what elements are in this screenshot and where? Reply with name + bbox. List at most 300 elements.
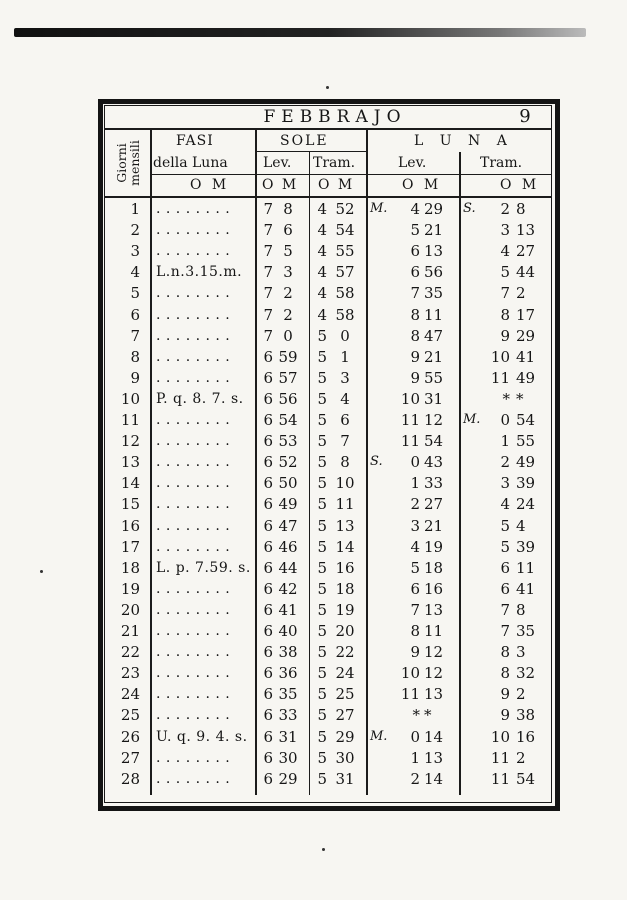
sun-rise-hour: 6 xyxy=(263,516,273,535)
moon-set-minute: 39 xyxy=(516,537,536,556)
moon-rise-hour: 11 xyxy=(400,685,420,704)
moon-rise-minute: 29 xyxy=(424,200,444,218)
moon-set-minute: 54 xyxy=(516,411,536,429)
table-row xyxy=(0,389,627,409)
sun-rise-minute: 54 xyxy=(278,411,298,429)
sun-set-minute: 11 xyxy=(335,495,355,514)
moon-rise-hour: 10 xyxy=(400,389,420,408)
table-row xyxy=(0,473,627,493)
moon-phase-cell: . . . . . . . . xyxy=(156,665,231,682)
moon-rise-minute: 21 xyxy=(424,221,444,240)
moon-set-hour: 10 xyxy=(490,347,510,366)
moon-rise-hour: 2 xyxy=(410,769,420,788)
moon-rise-hour: * xyxy=(412,706,420,725)
day-cell: 4 xyxy=(130,263,140,282)
day-cell: 25 xyxy=(120,706,140,725)
header-luna-lev-om: O M xyxy=(402,177,442,193)
moon-rise-minute: 47 xyxy=(424,326,444,345)
moon-rise-hour: 8 xyxy=(410,305,420,324)
moon-phase-cell: . . . . . . . . xyxy=(156,601,231,618)
moon-rise-minute: 14 xyxy=(424,769,444,788)
sun-set-hour: 5 xyxy=(317,579,327,598)
moon-rise-minute: 54 xyxy=(424,432,444,451)
table-row xyxy=(0,220,627,240)
sun-rise-minute: 35 xyxy=(278,685,298,704)
sun-set-minute: 25 xyxy=(335,685,355,704)
moon-set-minute: 44 xyxy=(516,263,536,282)
moon-rise-minute: 18 xyxy=(424,558,444,577)
sun-rise-minute: 29 xyxy=(278,769,298,788)
table-row xyxy=(0,199,627,219)
moon-set-minute: 55 xyxy=(516,432,536,451)
sun-rise-hour: 6 xyxy=(263,622,273,640)
table-row xyxy=(0,537,627,557)
header-sole: SOLE xyxy=(280,133,329,149)
sun-rise-hour: 6 xyxy=(263,706,273,725)
moon-set-hour: 3 xyxy=(500,221,510,240)
moon-rise-minute: 16 xyxy=(424,579,444,598)
sun-set-hour: 5 xyxy=(317,664,327,683)
moon-set-minute: 54 xyxy=(516,769,536,788)
moon-set-hour: 10 xyxy=(490,727,510,746)
scan-speck xyxy=(326,86,329,89)
sun-set-minute: 18 xyxy=(335,579,355,598)
moon-set-minute: * xyxy=(516,389,524,408)
title-rule xyxy=(104,128,552,130)
moon-phase-cell: . . . . . . . . xyxy=(156,454,231,471)
moon-set-hour: 9 xyxy=(500,706,510,725)
sun-set-minute: 58 xyxy=(335,305,355,324)
moon-rise-meridiem: S. xyxy=(370,454,383,470)
moon-phase-cell: U. q. 9. 4. s. xyxy=(156,728,248,745)
sun-rise-hour: 7 xyxy=(263,326,273,345)
table-row xyxy=(0,748,627,768)
sun-set-hour: 5 xyxy=(317,389,327,408)
sun-set-hour: 5 xyxy=(317,432,327,451)
moon-set-minute: 49 xyxy=(516,368,536,387)
sun-rise-minute: 53 xyxy=(278,432,298,451)
moon-set-hour: 7 xyxy=(500,600,510,619)
day-cell: 11 xyxy=(120,411,140,429)
moon-rise-hour: 7 xyxy=(410,600,420,619)
sun-set-minute: 55 xyxy=(335,242,355,261)
moon-rise-minute: 12 xyxy=(424,643,444,662)
header-fasi: FASI xyxy=(176,133,214,149)
sun-rise-minute: 42 xyxy=(278,579,298,598)
moon-phase-cell: . . . . . . . . xyxy=(156,496,231,513)
sun-rise-hour: 6 xyxy=(263,769,273,788)
scan-speck xyxy=(322,848,325,851)
moon-phase-cell: . . . . . . . . xyxy=(156,749,231,766)
moon-rise-hour: 6 xyxy=(410,579,420,598)
table-row xyxy=(0,368,627,388)
moon-rise-minute: 21 xyxy=(424,516,444,535)
moon-phase-cell: . . . . . . . . xyxy=(156,433,231,450)
sun-set-minute: 1 xyxy=(340,347,350,366)
table-row xyxy=(0,241,627,261)
moon-set-hour: 7 xyxy=(500,622,510,640)
moon-rise-hour: 6 xyxy=(410,242,420,261)
month-title: FEBBRAJO xyxy=(263,107,407,127)
header-giorni: Giorni xyxy=(114,143,129,183)
sun-set-minute: 13 xyxy=(335,516,355,535)
moon-set-hour: 11 xyxy=(490,368,510,387)
moon-phase-cell: P. q. 8. 7. s. xyxy=(156,390,244,407)
sun-set-minute: 4 xyxy=(340,389,350,408)
table-row xyxy=(0,452,627,472)
sole-sub-rule xyxy=(257,151,367,152)
moon-rise-minute: 12 xyxy=(424,411,444,429)
sun-rise-minute: 2 xyxy=(283,305,293,324)
day-cell: 22 xyxy=(120,643,140,662)
page-number: 9 xyxy=(519,106,531,127)
sun-set-hour: 5 xyxy=(317,748,327,767)
sun-rise-hour: 6 xyxy=(263,347,273,366)
sun-set-minute: 7 xyxy=(340,432,350,451)
moon-rise-minute: * xyxy=(424,706,432,725)
sun-rise-minute: 59 xyxy=(278,347,298,366)
moon-rise-hour: 8 xyxy=(410,326,420,345)
sun-rise-minute: 44 xyxy=(278,558,298,577)
moon-set-minute: 2 xyxy=(516,685,526,704)
header-luna: L U N A xyxy=(414,133,513,149)
day-cell: 14 xyxy=(120,474,140,493)
moon-rise-minute: 31 xyxy=(424,389,444,408)
moon-set-minute: 27 xyxy=(516,242,536,261)
sun-rise-hour: 6 xyxy=(263,664,273,683)
sun-set-hour: 5 xyxy=(317,769,327,788)
moon-set-hour: 0 xyxy=(500,411,510,429)
sun-set-minute: 6 xyxy=(340,411,350,429)
sun-set-minute: 27 xyxy=(335,706,355,725)
moon-set-minute: 24 xyxy=(516,495,536,514)
sun-set-hour: 4 xyxy=(317,284,327,303)
sun-rise-minute: 50 xyxy=(278,474,298,493)
sun-set-hour: 5 xyxy=(317,474,327,493)
moon-set-minute: 16 xyxy=(516,727,536,746)
moon-set-minute: 17 xyxy=(516,305,536,324)
moon-set-hour: 6 xyxy=(500,579,510,598)
header-luna-tram-om: O M xyxy=(500,177,540,193)
moon-rise-minute: 43 xyxy=(424,453,444,472)
moon-rise-meridiem: M. xyxy=(370,728,388,744)
moon-set-minute: 38 xyxy=(516,706,536,725)
moon-rise-hour: 0 xyxy=(410,727,420,746)
sun-rise-minute: 2 xyxy=(283,284,293,303)
sun-set-hour: 5 xyxy=(317,537,327,556)
moon-set-minute: 2 xyxy=(516,284,526,303)
sun-rise-minute: 56 xyxy=(278,389,298,408)
sun-set-hour: 5 xyxy=(317,622,327,640)
moon-set-hour: 2 xyxy=(500,200,510,218)
day-cell: 16 xyxy=(120,516,140,535)
sun-rise-minute: 3 xyxy=(283,263,293,282)
moon-set-hour: 5 xyxy=(500,537,510,556)
table-row xyxy=(0,769,627,789)
moon-set-minute: 32 xyxy=(516,664,536,683)
sun-rise-minute: 31 xyxy=(278,727,298,746)
sun-set-minute: 29 xyxy=(335,727,355,746)
day-cell: 17 xyxy=(120,537,140,556)
sun-set-hour: 4 xyxy=(317,221,327,240)
sun-set-minute: 54 xyxy=(335,221,355,240)
moon-set-minute: 29 xyxy=(516,326,536,345)
sun-set-hour: 5 xyxy=(317,516,327,535)
day-cell: 27 xyxy=(120,748,140,767)
header-sole-lev-om: O M xyxy=(262,177,299,193)
sun-set-minute: 57 xyxy=(335,263,355,282)
moon-phase-cell: . . . . . . . . xyxy=(156,770,231,787)
sun-set-minute: 14 xyxy=(335,537,355,556)
sun-set-minute: 30 xyxy=(335,748,355,767)
moon-rise-hour: 0 xyxy=(410,453,420,472)
table-row xyxy=(0,305,627,325)
sun-set-hour: 5 xyxy=(317,347,327,366)
moon-set-minute: 8 xyxy=(516,200,526,218)
moon-rise-minute: 13 xyxy=(424,600,444,619)
moon-set-hour: 11 xyxy=(490,769,510,788)
table-row xyxy=(0,494,627,514)
sun-set-hour: 5 xyxy=(317,706,327,725)
moon-rise-hour: 10 xyxy=(400,664,420,683)
sun-set-hour: 4 xyxy=(317,305,327,324)
sun-set-minute: 20 xyxy=(335,622,355,640)
sun-rise-hour: 7 xyxy=(263,242,273,261)
day-cell: 2 xyxy=(130,221,140,240)
sun-rise-hour: 6 xyxy=(263,558,273,577)
sun-rise-minute: 52 xyxy=(278,453,298,472)
sun-rise-minute: 47 xyxy=(278,516,298,535)
moon-set-hour: * xyxy=(502,389,510,408)
sun-set-minute: 0 xyxy=(340,326,350,345)
sun-rise-minute: 49 xyxy=(278,495,298,514)
sun-rise-hour: 6 xyxy=(263,411,273,429)
sun-rise-hour: 7 xyxy=(263,200,273,218)
moon-rise-minute: 13 xyxy=(424,242,444,261)
moon-set-meridiem: M. xyxy=(463,412,481,427)
om-rule xyxy=(151,174,552,175)
sun-set-minute: 3 xyxy=(340,368,350,387)
moon-rise-minute: 56 xyxy=(424,263,444,282)
moon-set-minute: 39 xyxy=(516,474,536,493)
sun-rise-hour: 6 xyxy=(263,368,273,387)
sun-rise-minute: 0 xyxy=(283,326,293,345)
sun-set-hour: 4 xyxy=(317,242,327,261)
header-sole-tram: Tram. xyxy=(313,155,356,171)
sun-rise-hour: 6 xyxy=(263,600,273,619)
sun-set-hour: 5 xyxy=(317,685,327,704)
sun-set-hour: 5 xyxy=(317,411,327,429)
moon-phase-cell: . . . . . . . . xyxy=(156,517,231,534)
day-cell: 10 xyxy=(120,389,140,408)
moon-rise-minute: 21 xyxy=(424,347,444,366)
moon-phase-cell: L.n.3.15.m. xyxy=(156,264,243,281)
sun-set-hour: 5 xyxy=(317,453,327,472)
moon-set-hour: 7 xyxy=(500,284,510,303)
moon-set-hour: 2 xyxy=(500,453,510,472)
sun-rise-hour: 6 xyxy=(263,495,273,514)
moon-rise-minute: 19 xyxy=(424,537,444,556)
header-mensili: mensili xyxy=(127,140,142,186)
moon-set-hour: 4 xyxy=(500,242,510,261)
sun-set-hour: 5 xyxy=(317,600,327,619)
sun-set-hour: 4 xyxy=(317,200,327,218)
moon-phase-cell: . . . . . . . . xyxy=(156,348,231,365)
table-row xyxy=(0,579,627,599)
sun-rise-hour: 7 xyxy=(263,221,273,240)
moon-rise-hour: 1 xyxy=(410,474,420,493)
moon-rise-hour: 7 xyxy=(410,284,420,303)
day-cell: 18 xyxy=(120,558,140,577)
moon-rise-hour: 4 xyxy=(410,537,420,556)
table-row xyxy=(0,621,627,641)
moon-phase-cell: . . . . . . . . xyxy=(156,707,231,724)
sun-rise-minute: 8 xyxy=(283,200,293,218)
moon-rise-minute: 11 xyxy=(424,305,444,324)
moon-rise-hour: 9 xyxy=(410,347,420,366)
header-luna-tram: Tram. xyxy=(480,155,523,171)
moon-set-hour: 5 xyxy=(500,516,510,535)
moon-set-hour: 11 xyxy=(490,748,510,767)
header-della-luna: della Luna xyxy=(153,155,228,171)
sun-rise-minute: 41 xyxy=(278,600,298,619)
day-cell: 8 xyxy=(130,347,140,366)
moon-rise-hour: 3 xyxy=(410,516,420,535)
table-row xyxy=(0,727,627,747)
sun-set-hour: 5 xyxy=(317,643,327,662)
moon-rise-hour: 1 xyxy=(410,748,420,767)
moon-phase-cell: . . . . . . . . xyxy=(156,475,231,492)
day-cell: 12 xyxy=(120,432,140,451)
moon-phase-cell: . . . . . . . . xyxy=(156,201,231,217)
moon-phase-cell: . . . . . . . . xyxy=(156,285,231,302)
sun-rise-minute: 33 xyxy=(278,706,298,725)
day-cell: 23 xyxy=(120,664,140,683)
moon-set-hour: 6 xyxy=(500,558,510,577)
table-row xyxy=(0,684,627,704)
table-row xyxy=(0,516,627,536)
day-cell: 1 xyxy=(130,200,140,218)
sun-rise-hour: 7 xyxy=(263,284,273,303)
sun-set-minute: 24 xyxy=(335,664,355,683)
sun-set-minute: 31 xyxy=(335,769,355,788)
day-cell: 9 xyxy=(130,368,140,387)
moon-rise-hour: 4 xyxy=(410,200,420,218)
header-fasi-om: O M xyxy=(190,177,230,193)
moon-rise-hour: 6 xyxy=(410,263,420,282)
moon-phase-cell: . . . . . . . . xyxy=(156,243,231,260)
table-row xyxy=(0,347,627,367)
day-cell: 3 xyxy=(130,242,140,261)
moon-set-minute: 2 xyxy=(516,748,526,767)
table-row xyxy=(0,642,627,662)
sun-set-minute: 8 xyxy=(340,453,350,472)
moon-rise-minute: 12 xyxy=(424,664,444,683)
day-cell: 24 xyxy=(120,685,140,704)
day-cell: 21 xyxy=(120,622,140,640)
sun-set-hour: 5 xyxy=(317,326,327,345)
sun-rise-hour: 7 xyxy=(263,263,273,282)
moon-set-hour: 8 xyxy=(500,664,510,683)
day-cell: 5 xyxy=(130,284,140,303)
sun-rise-hour: 6 xyxy=(263,748,273,767)
moon-set-minute: 49 xyxy=(516,453,536,472)
moon-set-minute: 4 xyxy=(516,516,526,535)
moon-rise-hour: 11 xyxy=(400,432,420,451)
header-sole-lev: Lev. xyxy=(263,155,292,171)
sun-rise-hour: 7 xyxy=(263,305,273,324)
day-cell: 6 xyxy=(130,305,140,324)
sun-rise-minute: 46 xyxy=(278,537,298,556)
moon-rise-minute: 11 xyxy=(424,622,444,640)
day-cell: 20 xyxy=(120,600,140,619)
moon-rise-minute: 14 xyxy=(424,727,444,746)
moon-set-minute: 41 xyxy=(516,579,536,598)
moon-rise-hour: 8 xyxy=(410,622,420,640)
day-cell: 15 xyxy=(120,495,140,514)
sun-set-minute: 22 xyxy=(335,643,355,662)
sun-rise-minute: 38 xyxy=(278,643,298,662)
sun-rise-hour: 6 xyxy=(263,432,273,451)
header-bottom-rule xyxy=(104,196,552,198)
table-row xyxy=(0,326,627,346)
sun-set-hour: 5 xyxy=(317,727,327,746)
sun-rise-minute: 57 xyxy=(278,368,298,387)
moon-phase-cell: . . . . . . . . xyxy=(156,306,231,323)
sun-rise-minute: 30 xyxy=(278,748,298,767)
table-row xyxy=(0,410,627,430)
sun-rise-hour: 6 xyxy=(263,643,273,662)
sun-set-minute: 58 xyxy=(335,284,355,303)
moon-rise-minute: 55 xyxy=(424,368,444,387)
day-cell: 7 xyxy=(130,326,140,345)
sun-rise-hour: 6 xyxy=(263,685,273,704)
moon-set-hour: 9 xyxy=(500,326,510,345)
moon-phase-cell: . . . . . . . . xyxy=(156,623,231,639)
moon-phase-cell: . . . . . . . . xyxy=(156,327,231,344)
sun-rise-hour: 6 xyxy=(263,537,273,556)
sun-set-minute: 52 xyxy=(335,200,355,218)
table-row xyxy=(0,663,627,683)
sun-rise-minute: 6 xyxy=(283,221,293,240)
header-luna-lev: Lev. xyxy=(398,155,427,171)
moon-rise-meridiem: M. xyxy=(370,201,388,216)
sun-set-minute: 16 xyxy=(335,558,355,577)
moon-phase-cell: . . . . . . . . xyxy=(156,369,231,386)
moon-set-meridiem: S. xyxy=(463,201,476,216)
moon-rise-hour: 9 xyxy=(410,643,420,662)
sun-rise-minute: 36 xyxy=(278,664,298,683)
moon-set-hour: 8 xyxy=(500,643,510,662)
moon-set-hour: 9 xyxy=(500,685,510,704)
sun-set-hour: 5 xyxy=(317,558,327,577)
moon-phase-cell: . . . . . . . . xyxy=(156,538,231,555)
sun-rise-hour: 6 xyxy=(263,389,273,408)
moon-phase-cell: . . . . . . . . xyxy=(156,412,231,428)
moon-set-hour: 5 xyxy=(500,263,510,282)
table-row xyxy=(0,283,627,303)
moon-phase-cell: L. p. 7.59. s. xyxy=(156,559,251,576)
moon-set-minute: 35 xyxy=(516,622,536,640)
moon-set-hour: 3 xyxy=(500,474,510,493)
scan-edge-bar xyxy=(14,28,586,37)
table-row xyxy=(0,262,627,282)
sun-rise-hour: 6 xyxy=(263,579,273,598)
moon-set-minute: 11 xyxy=(516,558,536,577)
table-row xyxy=(0,600,627,620)
moon-phase-cell: . . . . . . . . xyxy=(156,686,231,703)
sun-set-minute: 19 xyxy=(335,600,355,619)
